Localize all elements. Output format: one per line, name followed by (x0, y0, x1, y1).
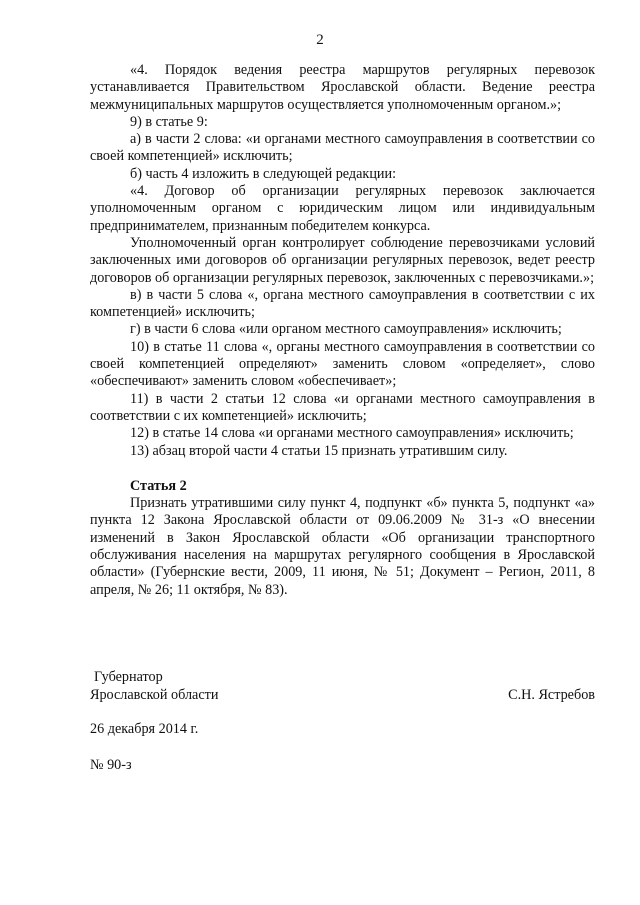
paragraph: 11) в части 2 статьи 12 слова «и органами местного самоуправления в соответствии с их компетенцией» исключить; (90, 390, 595, 424)
paragraph: Уполномоченный орган контролирует соблюдение перевозчиками условий заключенных ими договоров об организации регулярных перевозок, ведет реестр договоров об организации регулярных перевозок, заключенных с перевозчиками.»; (90, 234, 595, 286)
paragraph: «4. Договор об организации регулярных перевозок заключается уполномоченным органом с юридическим лицом или индивидуальным предпринимателем, признанным победителем конкурса. (90, 183, 595, 234)
law-date: 26 декабря 2014 г. (90, 721, 199, 737)
governor-title: Губернатор (94, 669, 163, 685)
article-2-text: Признать утратившими силу пункт 4, подпункт «б» пункта 5, подпункт «а» пункта 12 Закона Ярославской области от 09.06.2009 № 31-з «О внесении изменений в Закон Ярославской области «Об организации транспортного обслуживания населения на маршрутах регулярного сообщения в Ярославской области» (Губернские вести, 2009, 11 июня, № 51; Документ – Регион, 2011, 8 апреля, № 26; 11 октября, № 83). (90, 495, 595, 598)
law-number: № 90-з (90, 757, 132, 773)
paragraph: в) в части 5 слова «, органа местного самоуправления в соответствии с их компетенцией» исключить; (90, 286, 595, 321)
paragraph: а) в части 2 слова: «и органами местного самоуправления в соответствии со своей компетенцией» исключить; (90, 131, 595, 165)
paragraph: «4. Порядок ведения реестра маршрутов регулярных перевозок устанавливается Правительством Ярославской области. Ведение реестра межмуниципальных маршрутов осуществляется уполномоченным органом.»; (90, 62, 595, 113)
paragraph: 10) в статье 11 слова «, органы местного самоуправления в соответствии со своей компетенцией определяют» заменить словом «определяет», слово «обеспечивают» заменить словом «обеспечивает»; (90, 338, 595, 390)
article-2-title: Статья 2 (130, 477, 187, 494)
paragraph: 12) в статье 14 слова «и органами местного самоуправления» исключить; (130, 425, 574, 442)
document-body (90, 62, 595, 599)
page-number: 2 (316, 32, 324, 48)
signature-line (90, 686, 595, 704)
paragraph: 9) в статье 9: (130, 113, 208, 130)
paragraph: г) в части 6 слова «или органом местного самоуправления» исключить; (130, 321, 562, 338)
governor-name: С.Н. Ястребов (508, 687, 595, 703)
paragraph: 13) абзац второй части 4 статьи 15 признать утратившим силу. (130, 442, 508, 459)
governor-region: Ярославской области (90, 687, 219, 703)
paragraph: б) часть 4 изложить в следующей редакции: (130, 165, 397, 182)
